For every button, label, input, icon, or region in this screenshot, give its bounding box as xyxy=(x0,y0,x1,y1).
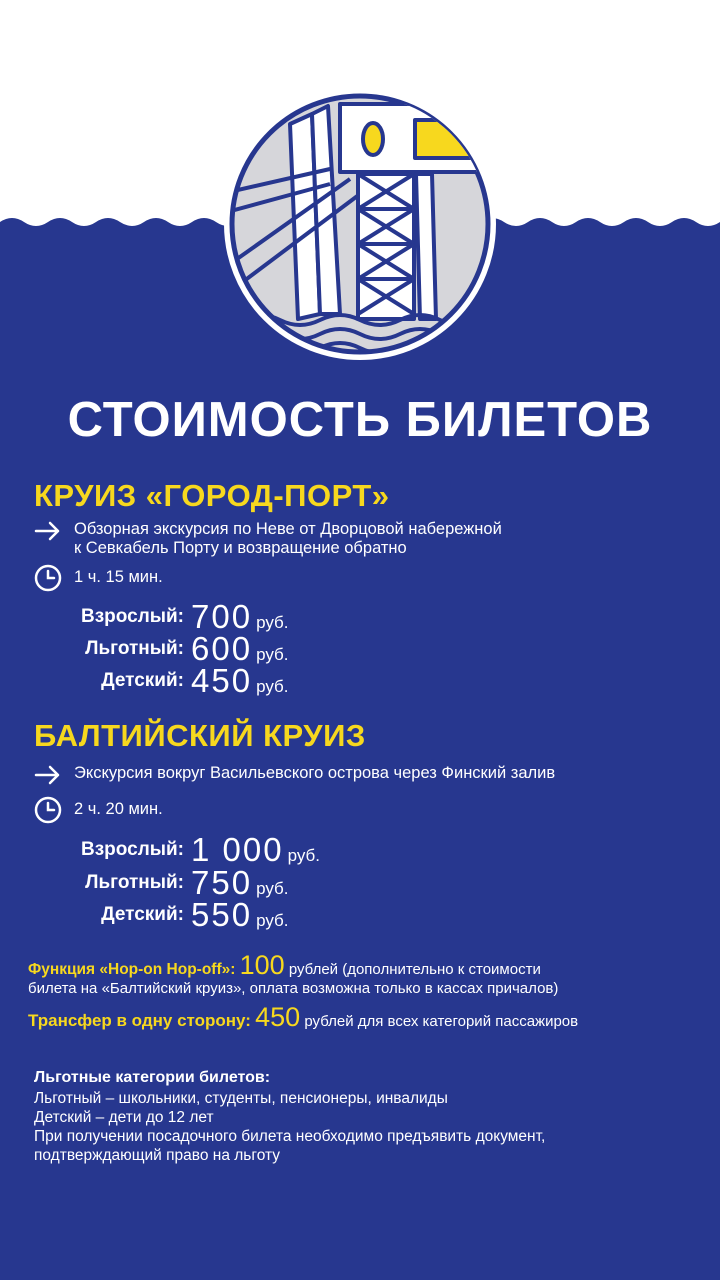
transfer-note xyxy=(28,1002,579,1032)
price-unit: руб. xyxy=(287,846,321,865)
duration-row xyxy=(34,564,163,592)
price-value: 700 xyxy=(191,598,253,635)
transfer-description: рублей для всех категорий пассажиров xyxy=(304,1013,579,1030)
price-label: Льготный: xyxy=(85,638,184,659)
price-unit: руб. xyxy=(256,677,289,696)
price-unit: руб. xyxy=(256,645,289,664)
price-value: 550 xyxy=(191,896,253,933)
price-unit: руб. xyxy=(256,613,289,632)
price-label: Детский: xyxy=(101,904,184,925)
hop-description: рублей (дополнительно к стоимости xyxy=(288,961,541,978)
route-description-line: к Севкабель Порту и возвращение обратно xyxy=(74,539,407,557)
clock-icon xyxy=(34,796,62,824)
discount-line: подтверждающий право на льготу xyxy=(34,1147,280,1164)
duration-text: 1 ч. 15 мин. xyxy=(74,568,163,586)
crane-logo-icon xyxy=(220,84,500,364)
price-value: 450 xyxy=(191,662,253,699)
price-value: 1 000 xyxy=(191,831,284,868)
route-description-line: Обзорная экскурсия по Неве от Дворцовой набережной xyxy=(74,520,502,538)
transfer-label: Трансфер в одну сторону: xyxy=(28,1011,251,1030)
discount-line: При получении посадочного билета необходимо предъявить документ, xyxy=(34,1128,546,1145)
price-unit: руб. xyxy=(256,911,289,930)
arrow-right-icon xyxy=(34,520,62,542)
price-label: Взрослый: xyxy=(81,839,184,860)
transfer-amount: 450 xyxy=(255,1002,301,1032)
discount-categories xyxy=(34,1068,545,1165)
route-row xyxy=(34,520,502,558)
price-value: 750 xyxy=(191,864,253,901)
price-label: Льготный: xyxy=(85,872,184,893)
section-title-baltic: БАЛТИЙСКИЙ КРУИЗ xyxy=(34,718,366,753)
discount-heading: Льготные категории билетов: xyxy=(34,1069,271,1086)
clock-icon xyxy=(34,564,62,592)
hop-on-hop-off-note xyxy=(28,950,559,998)
route-description-line: Экскурсия вокруг Васильевского острова через Финский залив xyxy=(74,764,556,782)
price-label: Детский: xyxy=(101,670,184,691)
discount-line: Детский – дети до 12 лет xyxy=(34,1109,214,1126)
section-title-city-port: КРУИЗ «ГОРОД-ПОРТ» xyxy=(34,478,390,513)
duration-row xyxy=(34,796,163,824)
price-label: Взрослый: xyxy=(81,606,184,627)
route-row xyxy=(34,764,555,786)
price-unit: руб. xyxy=(256,879,289,898)
arrow-right-icon xyxy=(34,764,62,786)
discount-line: Льготный – школьники, студенты, пенсионеры, инвалиды xyxy=(34,1090,448,1107)
page-title: СТОИМОСТЬ БИЛЕТОВ xyxy=(67,393,653,447)
hop-amount: 100 xyxy=(239,950,285,980)
price-value: 600 xyxy=(191,630,253,667)
hop-description: билета на «Балтийский круиз», оплата возможна только в кассах причалов) xyxy=(28,980,559,997)
duration-text: 2 ч. 20 мин. xyxy=(74,800,163,818)
hop-label: Функция «Hop-on Hop-off»: xyxy=(28,961,236,978)
